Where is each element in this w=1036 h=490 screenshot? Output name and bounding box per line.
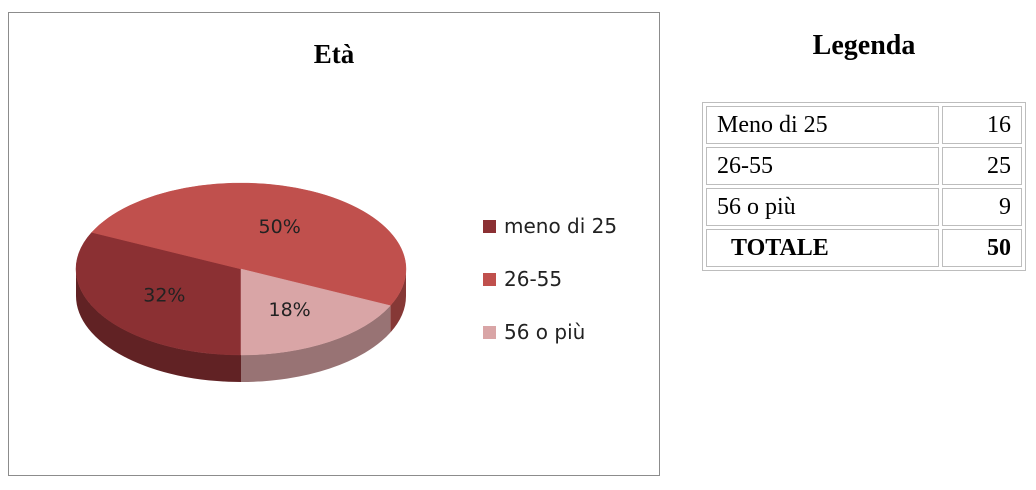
row-label: 26-55 xyxy=(706,147,939,185)
legend-label: 26-55 xyxy=(504,267,563,291)
legend-swatch xyxy=(483,220,496,233)
legend-item-56-o-piu xyxy=(483,319,617,345)
legend-item-26-55 xyxy=(483,266,617,292)
legend-label: 56 o più xyxy=(504,320,586,344)
pie-data-label: 32% xyxy=(143,284,186,307)
row-value: 16 xyxy=(942,106,1022,144)
pie-data-label: 50% xyxy=(258,216,301,239)
total-value: 50 xyxy=(942,229,1022,267)
row-value: 25 xyxy=(942,147,1022,185)
chart-title: Età xyxy=(313,39,355,69)
legend-swatch xyxy=(483,273,496,286)
pie-data-label: 18% xyxy=(268,298,311,321)
table-total-row xyxy=(706,229,1022,267)
row-label: Meno di 25 xyxy=(706,106,939,144)
table-row xyxy=(706,147,1022,185)
legend-item-meno-di-25 xyxy=(483,213,617,239)
table-row xyxy=(706,106,1022,144)
legend-label: meno di 25 xyxy=(504,214,618,238)
counts-table xyxy=(702,102,1026,271)
table-row xyxy=(706,188,1022,226)
total-label: TOTALE xyxy=(706,229,939,267)
row-label: 56 o più xyxy=(706,188,939,226)
table-title: Legenda xyxy=(812,30,916,61)
chart-legend xyxy=(483,213,617,372)
chart-area xyxy=(8,12,660,476)
row-value: 9 xyxy=(942,188,1022,226)
legend-swatch xyxy=(483,326,496,339)
